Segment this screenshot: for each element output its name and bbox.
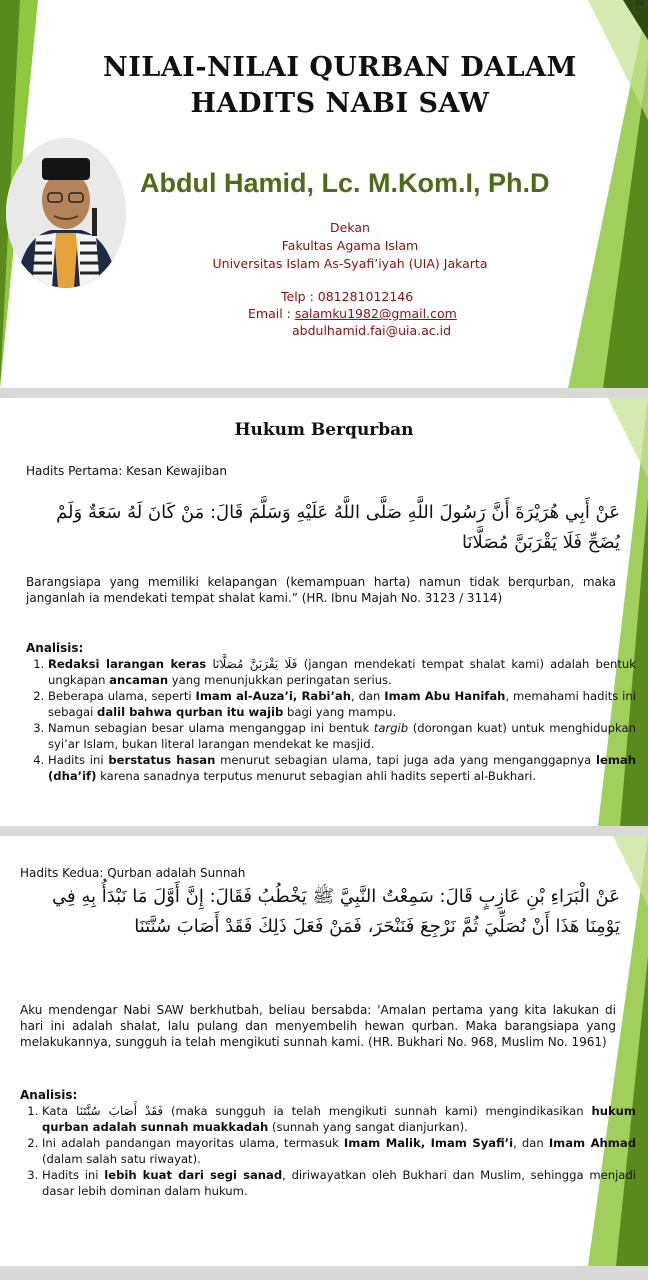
slide-hukum (0, 398, 648, 826)
university: Universitas Islam As-Syafi’iyah (UIA) Jakarta (212, 256, 488, 271)
position: Dekan (330, 220, 370, 235)
author-name: Abdul Hamid, Lc. M.Kom.I, Ph.D (140, 168, 550, 198)
analysis-list (20, 1104, 636, 1200)
email-link-1[interactable]: salamku1982@gmail.com (294, 306, 457, 321)
hadith-translation: Aku mendengar Nabi SAW berkhutbah, beliau bersabda: 'Amalan pertama yang kita lakukan di hari ini adalah shalat, lalu pulang dan menyembelih hewan qurban. Maka barangsiapa yang melakukannya, sungguh ia telah mengikuti sunnah kami. (HR. Bukhari No. 968, Muslim No. 1961) (20, 1003, 616, 1049)
hadith-arabic: عَنْ أَبِي هُرَيْرَةَ أَنَّ رَسُولَ اللَّهِ صَلَّى اللَّهُ عَلَيْهِ وَسَلَّمَ قَالَ: مَنْ كَانَ لَهُ سَعَةٌ وَلَمْ يُضَحِّ فَلَا يَقْرَبَنَّ مُصَلَّانَا (56, 502, 620, 553)
list-item: 1. Kata فَقَدْ أَصَابَ سُنَّتَنَا (maka sungguh ia telah mengikuti sunnah kami) mengindikasikan hukum qurban adalah sunnah muakkadah (sunnah yang sangat dianjurkan). (42, 1104, 636, 1135)
email-label: Email : (248, 306, 295, 321)
slide-sunnah (0, 836, 648, 1266)
analysis-list (26, 657, 636, 785)
phone: Telp : 081281012146 (281, 289, 414, 304)
list-item: 2. Beberapa ulama, seperti Imam al-Auza’i, Rabi’ah, dan Imam Abu Hanifah, memahami hadits ini sebagai dalil bahwa qurban itu wajib bagi yang mampu. (48, 689, 636, 720)
section-heading: Hukum Berqurban (234, 420, 414, 440)
slide-title (0, 0, 648, 388)
analysis-label: Analisis: (20, 1088, 78, 1102)
title-line-2: HADITS NABI SAW (190, 88, 490, 119)
list-item: 3. Namun sebagian besar ulama menganggap ini bentuk targib (dorongan kuat) untuk menghidupkan syi’ar Islam, bukan literal larangan mendekat ke masjid. (48, 721, 636, 752)
list-item: 2. Ini adalah pandangan mayoritas ulama, termasuk Imam Malik, Imam Syafi’i, dan Imam Ahmad (dalam salah satu riwayat). (42, 1136, 636, 1167)
list-item: 4. Hadits ini berstatus hasan menurut sebagian ulama, tapi juga ada yang menganggapnya lemah (dha’if) karena sanadnya terputus menurut sebagian ahli hadits seperti al-Bukhari. (48, 753, 636, 784)
faculty: Fakultas Agama Islam (281, 238, 419, 253)
hadith-subtitle: Hadits Kedua: Qurban adalah Sunnah (20, 866, 246, 880)
email-2: abdulhamid.fai@uia.ac.id (292, 323, 452, 338)
title-line-1: NILAI-NILAI QURBAN DALAM (103, 52, 577, 83)
analysis-label: Analisis: (26, 641, 84, 655)
speaker-photo (6, 138, 126, 288)
hadith-arabic: عَنْ الْبَرَاءِ بْنِ عَازِبٍ قَالَ: سَمِعْتُ النَّبِيَّ ﷺ يَخْطُبُ فَقَالَ: إِنَّ أَوَّلَ مَا نَبْدَأُ بِهِ فِي يَوْمِنَا هَذَا أَنْ نُصَلِّيَ ثُمَّ نَرْجِعَ فَنَنْحَرَ، فَمَنْ فَعَلَ ذَلِكَ فَقَدْ أَصَابَ سُنَّتَنَا (51, 886, 620, 937)
hadith-translation: Barangsiapa yang memiliki kelapangan (kemampuan harta) namun tidak berqurban, maka janganlah ia mendekati tempat shalat kami.” (HR. Ibnu Majah No. 3123 / 3114) (26, 575, 616, 605)
email-line (248, 305, 457, 322)
slide-number: 24 (635, 0, 644, 8)
hadith-subtitle: Hadits Pertama: Kesan Kewajiban (26, 464, 227, 478)
list-item: 3. Hadits ini lebih kuat dari segi sanad, diriwayatkan oleh Bukhari dan Muslim, sehingga menjadi dasar lebih dominan dalam hukum. (42, 1168, 636, 1199)
presentation-title (70, 50, 610, 122)
list-item: 1. Redaksi larangan keras فَلَا يَقْرَبَنَّ مُصَلَّانَا (jangan mendekati tempat shalat kami) adalah bentuk ungkapan ancaman yang menunjukkan peringatan serius. (48, 657, 636, 688)
